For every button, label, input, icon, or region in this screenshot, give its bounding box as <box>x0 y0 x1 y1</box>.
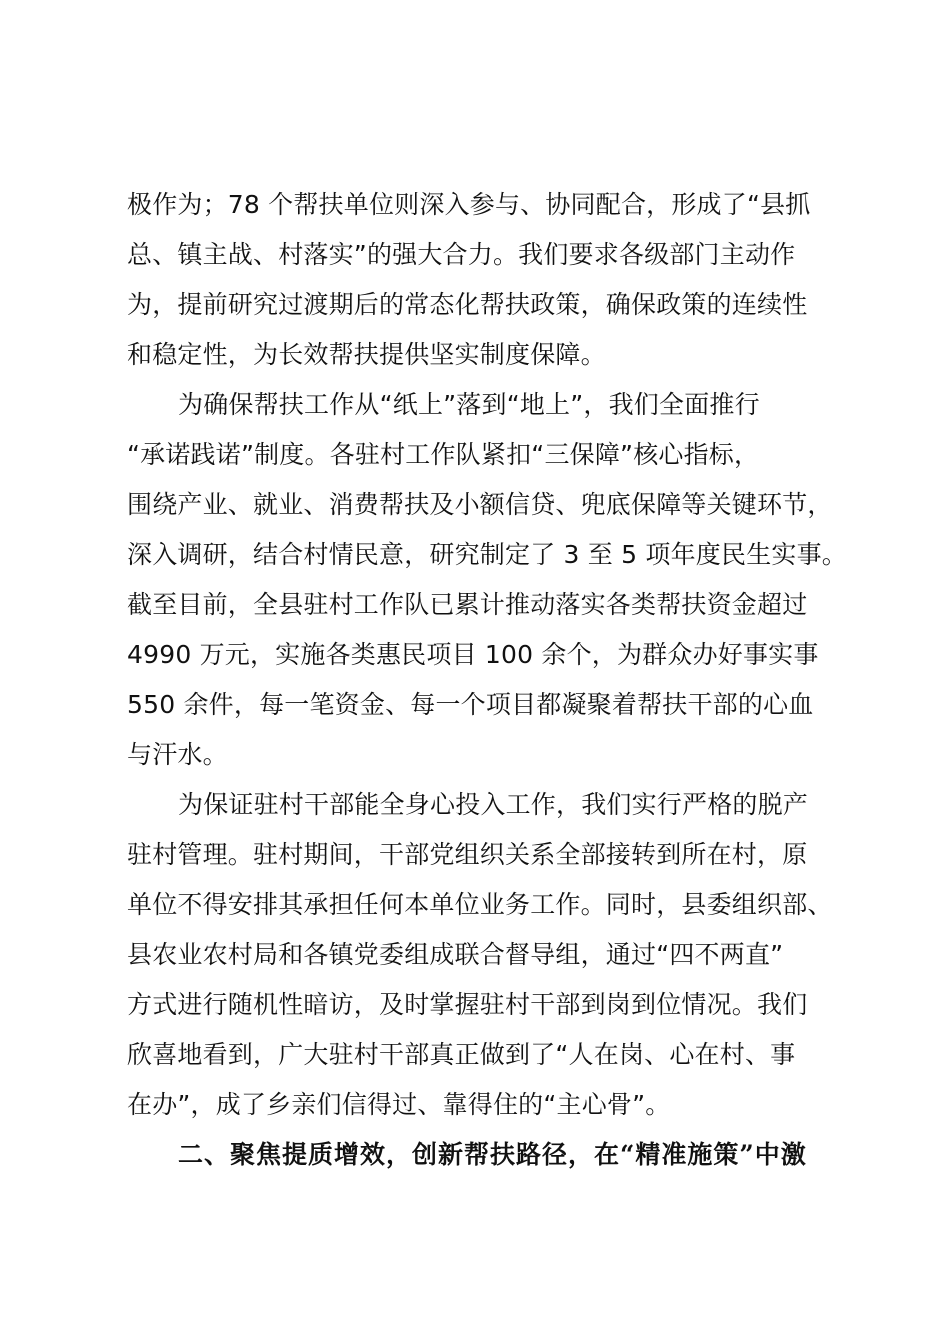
paragraph-line: 单位不得安排其承担任何本单位业务工作。同时，县委组织部、 <box>127 890 833 919</box>
paragraph-line: 驻村管理。驻村期间，干部党组织关系全部接转到所在村，原 <box>127 840 808 869</box>
paragraph-line: 在办”，成了乡亲们信得过、靠得住的“主心骨”。 <box>127 1090 671 1119</box>
paragraph-line: 欣喜地看到，广大驻村干部真正做到了“人在岗、心在村、事 <box>127 1040 796 1069</box>
paragraph-line: 截至目前，全县驻村工作队已累计推动落实各类帮扶资金超过 <box>127 590 808 619</box>
paragraph-line: 4990 万元，实施各类惠民项目 100 余个，为群众办好事实事 <box>127 640 819 669</box>
paragraph-line: 深入调研，结合村情民意，研究制定了 3 至 5 项年度民生实事。 <box>127 540 848 569</box>
paragraph-line: 县农业农村局和各镇党委组成联合督导组，通过“四不两直” <box>127 940 784 969</box>
paragraph-line: 极作为；78 个帮扶单位则深入参与、协同配合，形成了“县抓 <box>127 190 811 219</box>
paragraph-line: “承诺践诺”制度。各驻村工作队紧扣“三保障”核心指标， <box>127 440 760 469</box>
paragraph-line: 方式进行随机性暗访，及时掌握驻村干部到岗到位情况。我们 <box>127 990 808 1019</box>
paragraph-line: 550 余件，每一笔资金、每一个项目都凝聚着帮扶干部的心血 <box>127 690 814 719</box>
paragraph-line: 与汗水。 <box>127 740 228 769</box>
paragraph-line: 围绕产业、就业、消费帮扶及小额信贷、兜底保障等关键环节， <box>127 490 833 519</box>
paragraph-line: 为确保帮扶工作从“纸上”落到“地上”，我们全面推行 <box>178 390 760 419</box>
paragraph-line: 为保证驻村干部能全身心投入工作，我们实行严格的脱产 <box>178 790 809 819</box>
section-heading: 二、聚焦提质增效，创新帮扶路径，在“精准施策”中激 <box>178 1140 807 1169</box>
paragraph-line: 为，提前研究过渡期后的常态化帮扶政策，确保政策的连续性 <box>127 290 808 319</box>
paragraph-line: 和稳定性，为长效帮扶提供坚实制度保障。 <box>127 340 606 369</box>
paragraph-line: 总、镇主战、村落实”的强大合力。我们要求各级部门主动作 <box>127 240 796 269</box>
